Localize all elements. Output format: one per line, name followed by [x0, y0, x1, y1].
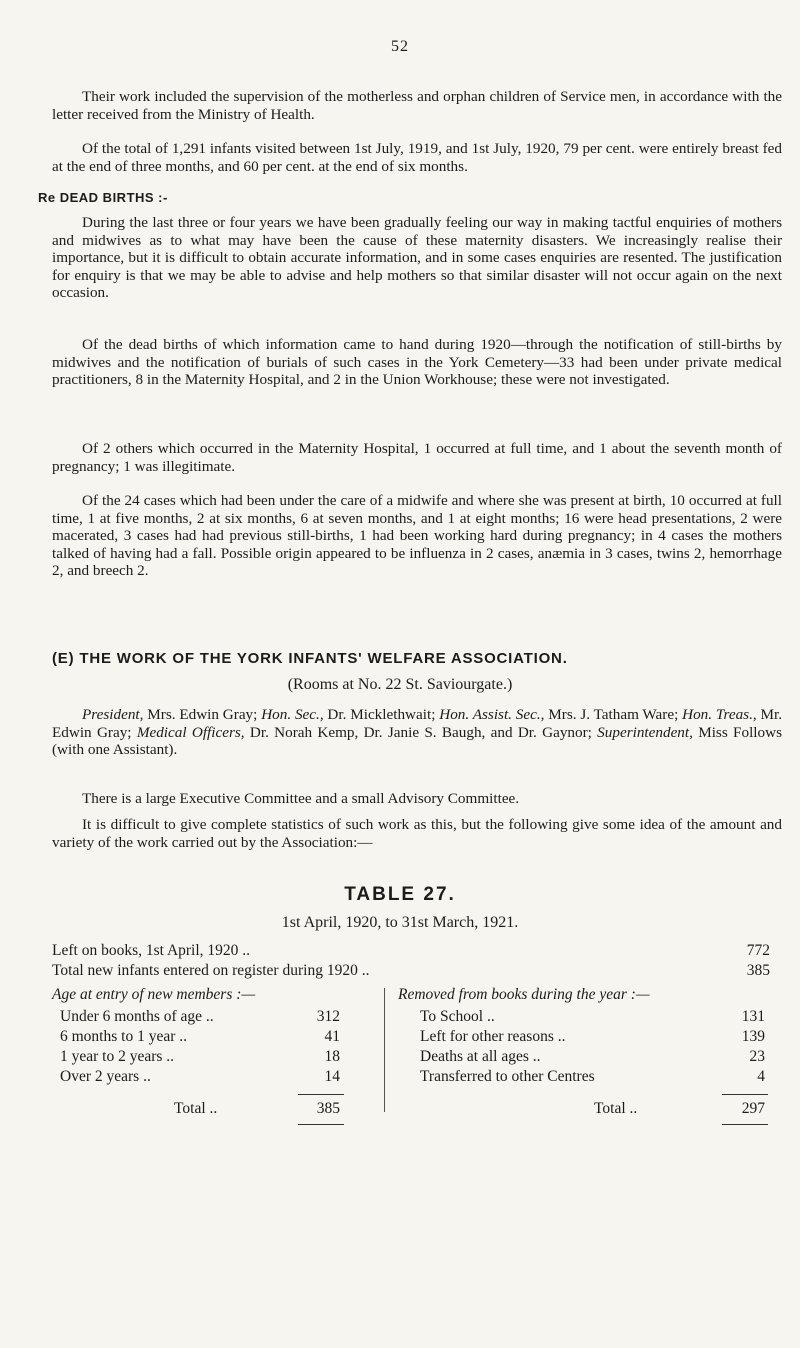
- column-divider: [384, 988, 385, 1112]
- table-period: 1st April, 1920, to 31st March, 1921.: [281, 914, 519, 931]
- removed-total-label: Total ..: [594, 1100, 638, 1117]
- age-heading: Age at entry of new members :—: [52, 986, 256, 1003]
- age-row-value: 312: [316, 1008, 340, 1025]
- hon-asst-sec-label: Hon. Assist. Sec.,: [439, 706, 545, 723]
- medical-officers-names: Dr. Norah Kemp, Dr. Janie S. Baugh, and Dr. Gaynor;: [244, 723, 598, 741]
- total-new-value: 385: [746, 962, 770, 979]
- president-label: President,: [82, 706, 144, 723]
- age-row-label: 6 months to 1 year ..: [60, 1028, 187, 1045]
- superintendent-name: Miss Follows (with one Assistant).: [52, 723, 782, 758]
- age-row-value: 14: [324, 1068, 340, 1085]
- removed-total-underline: [722, 1124, 768, 1125]
- removed-total-rule: [722, 1094, 768, 1095]
- removed-row-value: 4: [757, 1068, 765, 1085]
- removed-row-label: To School ..: [420, 1008, 495, 1025]
- statistics-intro: It is difficult to give complete statistics of such work as this, but the following give some idea of the amount and variety of the work carried out by the Association:—: [52, 816, 782, 851]
- rooms-address: (Rooms at No. 22 St. Saviourgate.): [287, 676, 513, 693]
- age-row-value: 41: [324, 1028, 340, 1045]
- hon-sec-name: Dr. Micklethwait;: [323, 706, 440, 723]
- total-new-label: Total new infants entered on register during 1920 ..: [52, 962, 370, 979]
- age-total-value: 385: [316, 1100, 340, 1117]
- age-row-label: 1 year to 2 years ..: [60, 1048, 175, 1065]
- paragraph-midwife-cases: Of the 24 cases which had been under the care of a midwife and where she was present at birth, 10 occurred at full time, 1 at five months, 2 at six months, 6 at seven months, and 1 at eight months; 16 were head presentations, 2 were macerated, 3 cases had had previous still-births, 1 had been working hard during pregnancy; in 4 cases the mothers talked of having had a fall. Possible origin appeared to be influenza in 2 cases, anæmia in 3 cases, twins 2, hemorrhage 2, and breech 2.: [52, 492, 782, 579]
- removed-heading: Removed from books during the year :—: [398, 986, 650, 1003]
- paragraph-service-children: Their work included the supervision of the motherless and orphan children of Service men, in accordance with the letter received from the Ministry of Health.: [52, 88, 782, 123]
- paragraph-breast-feeding: Of the total of 1,291 infants visited between 1st July, 1919, and 1st July, 1920, 79 per cent. were entirely breast fed at the end of three months, and 60 per cent. at the end of six months.: [52, 140, 782, 175]
- removed-total-value: 297: [741, 1100, 765, 1117]
- age-total-underline: [298, 1124, 344, 1125]
- hon-asst-sec-name: Mrs. J. Tatham Ware;: [544, 706, 683, 723]
- age-row-label: Under 6 months of age ..: [60, 1008, 214, 1025]
- paragraph-maternity-hospital: Of 2 others which occurred in the Maternity Hospital, 1 occurred at full time, and 1 about the seventh month of pregnancy; 1 was illegitimate.: [52, 440, 782, 475]
- hon-treas-label: Hon. Treas.,: [682, 706, 757, 723]
- age-total-rule: [298, 1094, 344, 1095]
- age-total-label: Total ..: [174, 1100, 218, 1117]
- age-row-label: Over 2 years ..: [60, 1068, 151, 1085]
- officers-paragraph: [52, 706, 782, 759]
- dead-births-heading: Re DEAD BIRTHS :-: [38, 190, 168, 205]
- removed-row-value: 131: [741, 1008, 765, 1025]
- age-row-value: 18: [324, 1048, 340, 1065]
- paragraph-enquiries: During the last three or four years we have been gradually feeling our way in making tactful enquiries of mothers and midwives as to what may have been the cause of these maternity disasters. We increasingly realise their importance, but it is difficult to obtain accurate information, and in some cases enquiries are resented. The justification for enquiry is that we may be able to advise and help mothers so that similar disaster will not occur again on the next occasion.: [52, 214, 782, 301]
- superintendent-label: Superintendent,: [597, 723, 693, 741]
- paragraph-dead-births-info: Of the dead births of which information came to hand during 1920—through the notification of still-births by midwives and the notification of burials of such cases in the York Cemetery—33 had been under private medical practitioners, 8 in the Maternity Hospital, and 2 in the Union Workhouse; these were not investigated.: [52, 336, 782, 388]
- section-e-title: (E) THE WORK OF THE YORK INFANTS' WELFARE ASSOCIATION.: [52, 650, 568, 667]
- removed-row-label: Transferred to other Centres: [420, 1068, 595, 1085]
- left-on-books-label: Left on books, 1st April, 1920 ..: [52, 942, 251, 959]
- removed-row-value: 23: [749, 1048, 765, 1065]
- removed-row-label: Left for other reasons ..: [420, 1028, 566, 1045]
- removed-row-label: Deaths at all ages ..: [420, 1048, 541, 1065]
- left-on-books-value: 772: [746, 942, 770, 959]
- hon-sec-label: Hon. Sec.,: [261, 706, 324, 723]
- medical-officers-label: Medical Officers,: [136, 723, 245, 741]
- president-name: Mrs. Edwin Gray;: [143, 706, 262, 723]
- page-number: 52: [391, 38, 409, 55]
- removed-row-value: 139: [741, 1028, 765, 1045]
- hon-treas-name: Mr. Edwin Gray;: [52, 706, 783, 741]
- table-title: TABLE 27.: [344, 884, 456, 905]
- committees-paragraph: There is a large Executive Committee and a small Advisory Committee.: [82, 790, 520, 807]
